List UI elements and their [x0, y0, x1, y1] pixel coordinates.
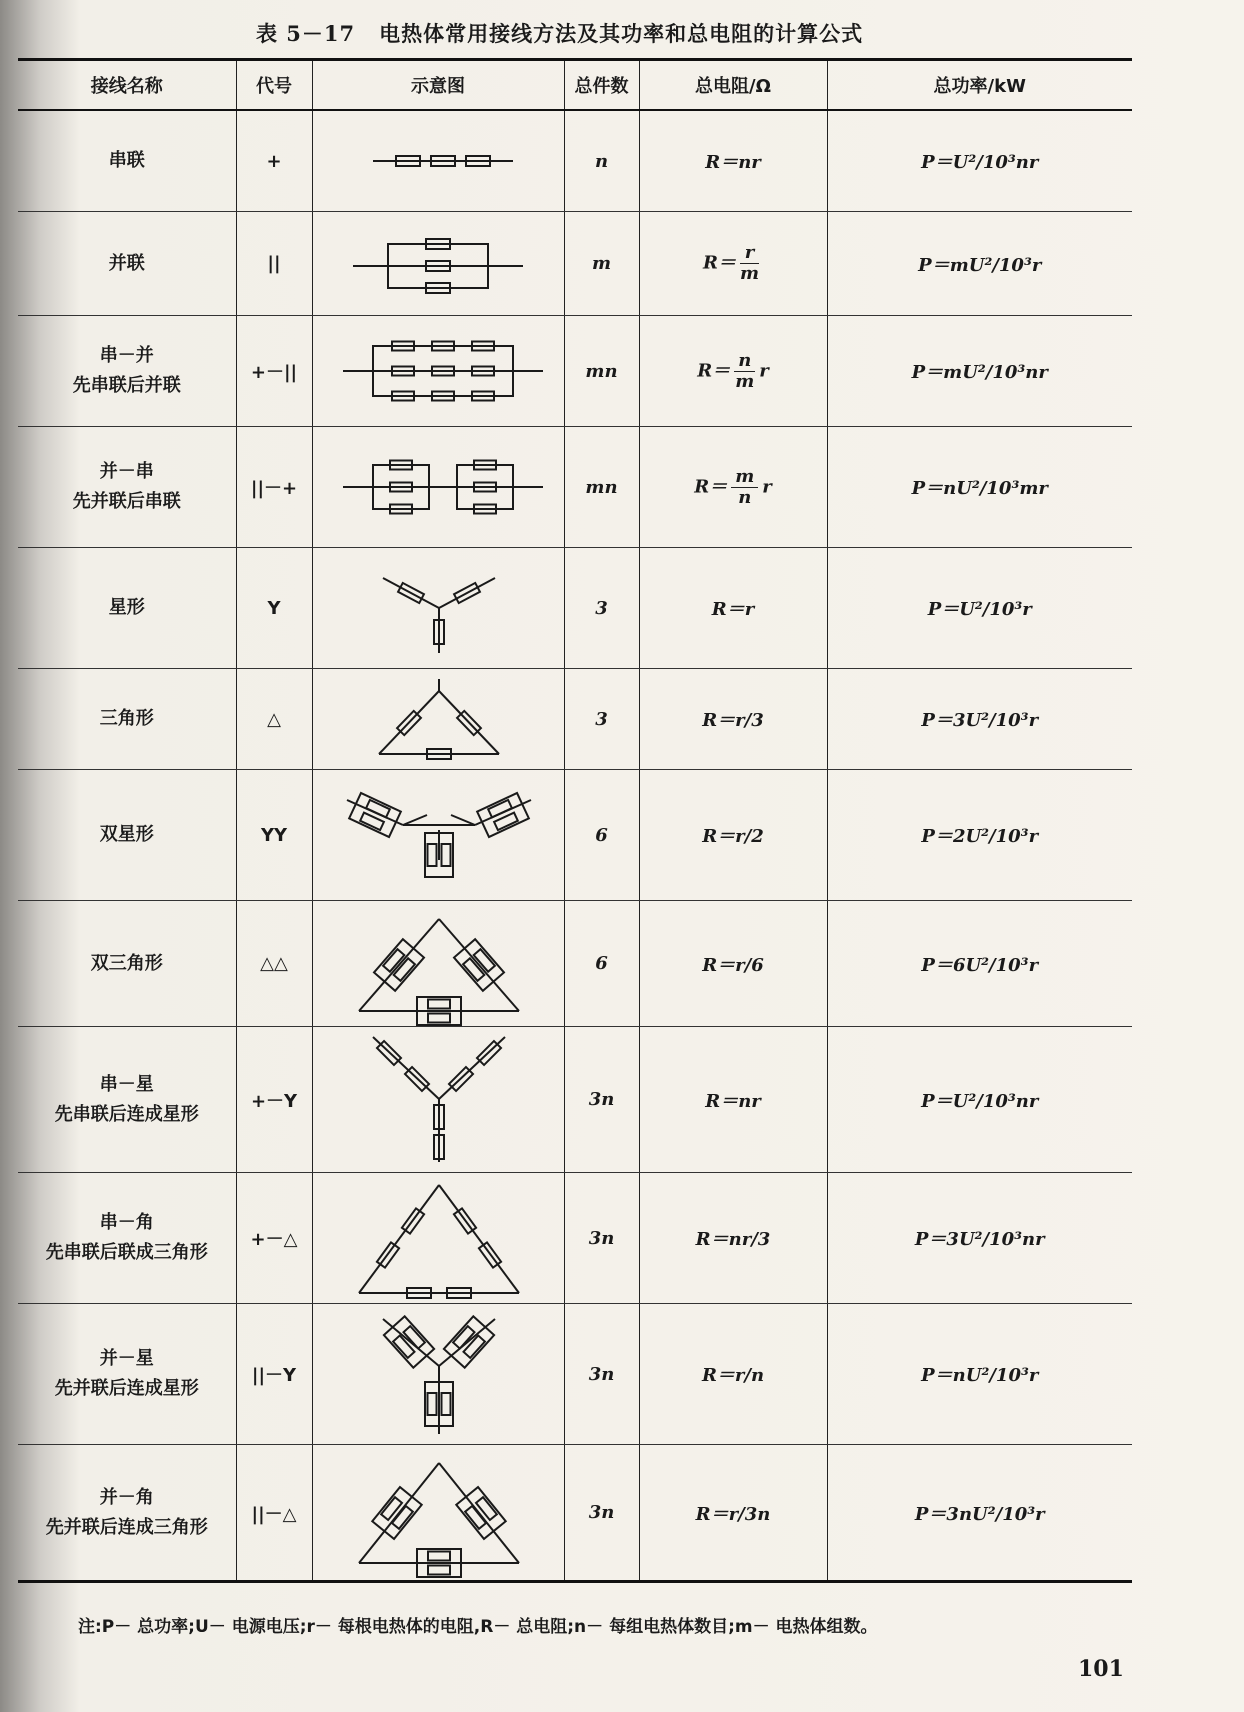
wiring-name-line: 先串联后联成三角形: [45, 1242, 208, 1263]
wiring-name-line: 先并联后串联: [72, 491, 181, 512]
fraction: [731, 467, 758, 508]
element-count: 3n: [564, 1445, 639, 1582]
wiring-code: △: [236, 669, 312, 770]
header-diagram: 示意图: [312, 60, 564, 111]
total-power: P＝3U²/10³r: [827, 669, 1132, 770]
fraction-numerator: m: [731, 467, 758, 488]
total-resistance: R＝r/n: [639, 1304, 827, 1445]
total-power: P＝nU²/10³r: [827, 1304, 1132, 1445]
total-power: P＝U²/10³r: [827, 548, 1132, 669]
delta-diagram-svg: [313, 669, 565, 769]
wiring-name-line: 串－并: [99, 345, 154, 366]
wiring-name-line: 并－星: [99, 1348, 154, 1369]
header-name: 接线名称: [18, 60, 236, 111]
formula-tail: r: [759, 360, 769, 381]
wiring-name-line: 并－角: [99, 1486, 154, 1508]
table-row: [18, 1445, 1132, 1582]
total-power: P＝2U²/10³r: [827, 770, 1132, 901]
parallel-star-diagram: [312, 1304, 564, 1445]
wiring-name-line: 先串联后并联: [72, 375, 181, 396]
total-resistance: R＝r: [639, 548, 827, 669]
wiring-code: Y: [236, 548, 312, 669]
formula-lhs: R＝: [702, 252, 736, 274]
header-power: 总功率/kW: [827, 60, 1132, 111]
wiring-name: [18, 1173, 236, 1304]
parallel-diagram: [312, 212, 564, 316]
total-power: P＝mU²/10³nr: [827, 316, 1132, 427]
header-count: 总件数: [564, 60, 639, 111]
series-delta-diagram-svg: [313, 1173, 565, 1303]
total-power: P＝3U²/10³nr: [827, 1173, 1132, 1304]
wiring-code: ||－+: [236, 427, 312, 548]
total-power: P＝U²/10³nr: [827, 1027, 1132, 1173]
total-resistance: R＝nr: [639, 1027, 827, 1173]
wiring-name: [18, 316, 236, 427]
table-number: 表 5－17: [256, 21, 356, 46]
total-power: P＝U²/10³nr: [827, 110, 1132, 212]
table-row: [18, 1304, 1132, 1445]
element-count: 6: [564, 770, 639, 901]
total-power: P＝nU²/10³mr: [827, 427, 1132, 548]
fraction-numerator: n: [734, 351, 755, 372]
wiring-name-line: 双三角形: [90, 952, 163, 974]
element-count: 3n: [564, 1173, 639, 1304]
element-count: mn: [564, 316, 639, 427]
formula-lhs: R＝: [694, 476, 728, 497]
series-diagram: [312, 110, 564, 212]
fraction-denominator: m: [739, 263, 759, 284]
table-caption: 电热体常用接线方法及其功率和总电阻的计算公式: [379, 21, 864, 46]
table-row: [18, 212, 1132, 316]
wiring-name-line: 先串联后连成星形: [54, 1103, 199, 1125]
wiring-name: [18, 548, 236, 669]
page-number: 101: [1078, 1656, 1124, 1682]
double-star-diagram: [312, 770, 564, 901]
table-row: [18, 1027, 1132, 1173]
wiring-name-line: 三角形: [99, 708, 154, 729]
wiring-code: +: [236, 110, 312, 212]
total-resistance: R＝r/2: [639, 770, 827, 901]
wiring-code: ||－△: [236, 1445, 312, 1582]
wiring-name-line: 星形: [108, 597, 145, 618]
double-star-diagram-svg: [313, 770, 565, 900]
wiring-name: [18, 110, 236, 212]
header-row: [18, 60, 1132, 111]
total-resistance: R＝nr: [639, 110, 827, 212]
double-delta-diagram: [312, 901, 564, 1027]
total-resistance: R＝r/6: [639, 901, 827, 1027]
total-power: P＝mU²/10³r: [827, 212, 1132, 316]
parallel-delta-diagram-svg: [313, 1445, 565, 1580]
total-resistance: [639, 212, 827, 316]
formula-tail: r: [762, 476, 772, 497]
element-count: 3n: [564, 1304, 639, 1445]
fraction: [740, 243, 759, 284]
wiring-name: [18, 901, 236, 1027]
wiring-name-line: 并联: [108, 252, 145, 274]
total-resistance: [639, 316, 827, 427]
wiring-code: △△: [236, 901, 312, 1027]
total-resistance: [639, 427, 827, 548]
wiring-code: +－||: [236, 316, 312, 427]
wiring-name: [18, 1445, 236, 1582]
parallel-delta-diagram: [312, 1445, 564, 1582]
wiring-name-line: 双星形: [99, 824, 154, 845]
total-power: P＝3nU²/10³r: [827, 1445, 1132, 1582]
wiring-name-line: 串－角: [99, 1212, 154, 1233]
parallel-series-diagram-svg: [313, 427, 565, 547]
element-count: 3: [564, 548, 639, 669]
total-power: P＝6U²/10³r: [827, 901, 1132, 1027]
table-title: [256, 18, 1016, 48]
fraction: [734, 351, 755, 392]
table-row: [18, 669, 1132, 770]
wiring-name: [18, 1304, 236, 1445]
element-count: 3n: [564, 1027, 639, 1173]
table-row: [18, 548, 1132, 669]
wiring-name: [18, 427, 236, 548]
header-resistance: 总电阻/Ω: [639, 60, 827, 111]
fraction-denominator: n: [738, 486, 752, 508]
series-star-diagram-svg: [313, 1027, 565, 1172]
series-diagram-svg: [313, 111, 565, 211]
fraction-denominator: m: [735, 370, 755, 392]
wiring-name-line: 先并联后连成星形: [54, 1378, 199, 1399]
footnote: 注:P－ 总功率;U－ 电源电压;r－ 每根电热体的电阻,R－ 总电阻;n－ 每组电热体数目;m－ 电热体组数。: [78, 1617, 878, 1637]
table-row: [18, 110, 1132, 212]
wiring-name-line: 先并联后连成三角形: [45, 1516, 208, 1538]
table-row: [18, 1173, 1132, 1304]
table-row: [18, 901, 1132, 1027]
series-star-diagram: [312, 1027, 564, 1173]
total-resistance: R＝r/3: [639, 669, 827, 770]
double-delta-diagram-svg: [313, 901, 565, 1026]
wiring-code: ||: [236, 212, 312, 316]
element-count: mn: [564, 427, 639, 548]
series-parallel-diagram-svg: [313, 316, 565, 426]
fraction-numerator: r: [740, 243, 759, 264]
wiring-name-line: 串联: [108, 150, 145, 171]
wiring-name-line: 并－串: [99, 461, 154, 482]
table-row: [18, 770, 1132, 901]
formula-lhs: R＝: [697, 360, 731, 381]
element-count: 6: [564, 901, 639, 1027]
wiring-name: [18, 669, 236, 770]
wiring-name: [18, 212, 236, 316]
table-row: [18, 316, 1132, 427]
header-code: 代号: [236, 60, 312, 111]
element-count: n: [564, 110, 639, 212]
delta-diagram: [312, 669, 564, 770]
star-diagram: [312, 548, 564, 669]
total-resistance: R＝nr/3: [639, 1173, 827, 1304]
wiring-code: +－△: [236, 1173, 312, 1304]
parallel-star-diagram-svg: [313, 1304, 565, 1444]
element-count: 3: [564, 669, 639, 770]
series-parallel-diagram: [312, 316, 564, 427]
star-diagram-svg: [313, 548, 565, 668]
parallel-series-diagram: [312, 427, 564, 548]
wiring-code: ||－Y: [236, 1304, 312, 1445]
wiring-name: [18, 770, 236, 901]
series-delta-diagram: [312, 1173, 564, 1304]
wiring-code: YY: [236, 770, 312, 901]
table-row: [18, 427, 1132, 548]
element-count: m: [564, 212, 639, 316]
parallel-diagram-svg: [313, 214, 565, 314]
wiring-table: [18, 58, 1132, 1583]
wiring-name: [18, 1027, 236, 1173]
wiring-name-line: 串－星: [99, 1073, 154, 1095]
wiring-code: +－Y: [236, 1027, 312, 1173]
total-resistance: R＝r/3n: [639, 1445, 827, 1582]
